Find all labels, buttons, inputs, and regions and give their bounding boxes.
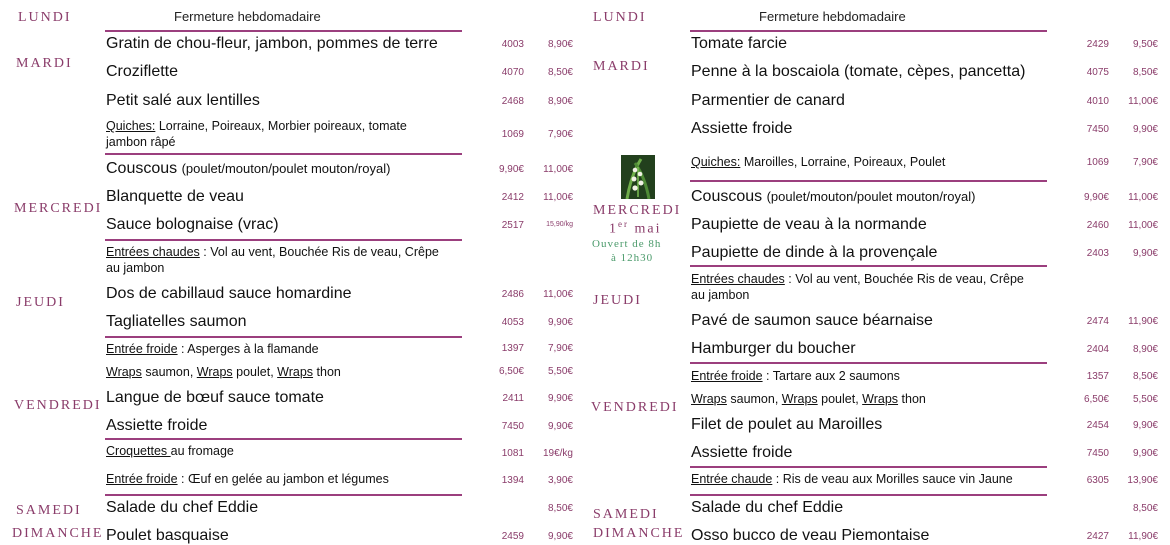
wraps-flavor: poulet, bbox=[232, 365, 278, 379]
holiday-date-month: mai bbox=[629, 221, 662, 237]
dish-price: 11,90€ bbox=[1128, 316, 1158, 327]
product-code: 7450 bbox=[501, 421, 524, 432]
dish-name: Blanquette de veau bbox=[106, 188, 244, 205]
product-price-small: 9,90€ bbox=[1083, 192, 1109, 203]
product-code: 2427 bbox=[1086, 531, 1109, 542]
dish-detail: Maroilles, Lorraine, Poireaux, Poulet bbox=[740, 155, 946, 169]
dish-price: 9,90€ bbox=[547, 317, 573, 328]
dish-price: 8,50€ bbox=[1132, 67, 1158, 78]
product-code: 2404 bbox=[1086, 344, 1109, 355]
dish-category-label: Entrées chaudes bbox=[691, 272, 785, 286]
product-code: 7450 bbox=[1086, 124, 1109, 135]
product-code: 2412 bbox=[501, 192, 524, 203]
product-code: 2468 bbox=[501, 96, 524, 107]
dish-detail: : Vol au vent, Bouchée Ris de veau, Crêpe au jambon bbox=[106, 245, 439, 275]
dish-name bbox=[691, 391, 926, 407]
dish-name: Tomate farcie bbox=[691, 35, 788, 52]
menu-column-right bbox=[585, 0, 1170, 544]
dish-name bbox=[106, 341, 319, 357]
wraps-flavor: thon bbox=[313, 365, 341, 379]
day-label-wednesday: MERCREDI bbox=[14, 201, 103, 216]
dish-price: 11,00€ bbox=[1128, 192, 1158, 203]
product-code: 2429 bbox=[1086, 39, 1109, 50]
dish-name: Assiette froide bbox=[691, 120, 793, 137]
dish-name bbox=[691, 271, 1041, 303]
wraps-flavor: saumon, bbox=[726, 392, 782, 406]
divider bbox=[690, 466, 1047, 468]
weekly-closure-note: Fermeture hebdomadaire bbox=[759, 9, 906, 24]
dish-name: Salade du chef Eddie bbox=[691, 499, 844, 516]
divider bbox=[105, 30, 462, 32]
dish-price: 8,50€ bbox=[1132, 371, 1158, 382]
dish-price: 11,00€ bbox=[543, 164, 573, 175]
dish-price: 13,90€ bbox=[1127, 475, 1158, 486]
wraps-flavor: saumon, bbox=[141, 365, 197, 379]
dish-price: 8,50€ bbox=[1132, 503, 1158, 514]
dish-main: Couscous bbox=[691, 188, 767, 205]
day-label-tuesday: MARDI bbox=[593, 59, 650, 74]
divider bbox=[690, 494, 1047, 496]
day-label-friday: VENDREDI bbox=[591, 400, 679, 415]
day-label-monday: LUNDI bbox=[18, 10, 72, 25]
dish-name: Salade du chef Eddie bbox=[106, 499, 259, 516]
dish-name: Dos de cabillaud sauce homardine bbox=[106, 285, 352, 302]
day-label-saturday: SAMEDI bbox=[593, 507, 659, 522]
wraps-label: Wraps bbox=[277, 365, 314, 379]
dish-price: 11,00€ bbox=[543, 192, 573, 203]
wraps-label: Wraps bbox=[106, 365, 142, 379]
dish-price: 5,50€ bbox=[547, 366, 573, 377]
dish-detail: : Œuf en gelée au jambon et légumes bbox=[177, 472, 389, 486]
dish-price: 9,90€ bbox=[547, 531, 573, 542]
day-label-friday: VENDREDI bbox=[14, 398, 102, 413]
dish-price: 11,00€ bbox=[1128, 96, 1158, 107]
dish-name bbox=[691, 368, 900, 384]
product-price-small: 6,50€ bbox=[498, 366, 524, 377]
dish-price: 7,90€ bbox=[547, 129, 573, 140]
dish-price: 8,90€ bbox=[547, 39, 573, 50]
product-code: 4075 bbox=[1086, 67, 1109, 78]
holiday-hours-line2: à 12h30 bbox=[611, 252, 654, 264]
day-label-sunday: DIMANCHE bbox=[593, 526, 685, 541]
dish-name: Osso bucco de veau Piemontaise bbox=[691, 527, 930, 544]
dish-price: 3,90€ bbox=[547, 475, 573, 486]
wraps-label: Wraps bbox=[691, 392, 727, 406]
dish-detail: : Asperges à la flamande bbox=[177, 342, 319, 356]
dish-name bbox=[106, 364, 341, 380]
product-code: 1357 bbox=[1086, 371, 1109, 382]
dish-price: 11,00€ bbox=[543, 289, 573, 300]
product-code: 1397 bbox=[501, 343, 524, 354]
dish-category-label: Quiches: bbox=[691, 155, 741, 169]
dish-name bbox=[106, 118, 436, 150]
product-code: 4053 bbox=[501, 317, 524, 328]
dish-name: Filet de poulet au Maroilles bbox=[691, 416, 883, 433]
dish-category-label: Entrée chaude bbox=[691, 472, 773, 486]
wraps-label: Wraps bbox=[781, 392, 818, 406]
day-label-thursday: JEUDI bbox=[593, 293, 642, 308]
product-code: 1394 bbox=[501, 475, 524, 486]
product-code: 2459 bbox=[501, 531, 524, 542]
dish-price: 7,90€ bbox=[1132, 157, 1158, 168]
product-code: 2454 bbox=[1086, 420, 1109, 431]
dish-category-label: Quiches: bbox=[106, 119, 156, 133]
dish-name: Penne à la boscaiola (tomate, cèpes, pancetta) bbox=[691, 63, 1026, 80]
holiday-date-suffix: er bbox=[618, 219, 629, 229]
dish-name: Assiette froide bbox=[691, 444, 793, 461]
day-label-monday: LUNDI bbox=[593, 10, 647, 25]
product-code: 1081 bbox=[501, 448, 524, 459]
dish-name: Paupiette de dinde à la provençale bbox=[691, 244, 938, 261]
dish-name: Gratin de chou-fleur, jambon, pommes de terre bbox=[106, 35, 438, 52]
dish-name: Tagliatelles saumon bbox=[106, 313, 247, 330]
dish-name: Assiette froide bbox=[106, 417, 208, 434]
day-label-tuesday: MARDI bbox=[16, 56, 73, 71]
divider bbox=[105, 153, 462, 155]
dish-price: 9,90€ bbox=[547, 393, 573, 404]
dish-name bbox=[106, 471, 389, 487]
dish-price: 9,50€ bbox=[1132, 39, 1158, 50]
dish-price: 8,90€ bbox=[547, 96, 573, 107]
weekly-closure-note: Fermeture hebdomadaire bbox=[174, 9, 321, 24]
product-code: 4010 bbox=[1086, 96, 1109, 107]
dish-category-label: Croquettes bbox=[106, 444, 171, 458]
menu-column-left bbox=[0, 0, 585, 544]
wraps-flavor: poulet, bbox=[817, 392, 863, 406]
dish-category-label: Entrée froide bbox=[106, 342, 178, 356]
dish-name: Parmentier de canard bbox=[691, 92, 845, 109]
divider bbox=[105, 438, 462, 440]
dish-detail: Lorraine, Poireaux, Morbier poireaux, tomate jambon râpé bbox=[106, 119, 407, 149]
dish-name bbox=[106, 443, 234, 459]
divider bbox=[690, 265, 1047, 267]
dish-name bbox=[691, 154, 945, 170]
dish-name bbox=[691, 188, 975, 206]
product-price-small: 9,90€ bbox=[498, 164, 524, 175]
dish-price: 9,90€ bbox=[547, 421, 573, 432]
dish-price: 19€/kg bbox=[542, 448, 573, 459]
product-code: 2517 bbox=[501, 220, 524, 231]
wraps-flavor: thon bbox=[898, 392, 926, 406]
dish-name: Croziflette bbox=[106, 63, 179, 80]
dish-detail: (poulet/mouton/poulet mouton/royal) bbox=[766, 189, 976, 204]
product-code: 2460 bbox=[1086, 220, 1109, 231]
dish-price: 11,00€ bbox=[1128, 220, 1158, 231]
dish-name: Sauce bolognaise (vrac) bbox=[106, 216, 279, 233]
holiday-date bbox=[609, 219, 662, 238]
dish-category-label: Entrée froide bbox=[691, 369, 763, 383]
divider bbox=[105, 239, 462, 241]
dish-main: Couscous bbox=[106, 160, 182, 177]
divider bbox=[105, 336, 462, 338]
product-code: 6305 bbox=[1086, 475, 1109, 486]
holiday-hours-line1: Ouvert de 8h bbox=[592, 238, 662, 250]
dish-detail: : Vol au vent, Bouchée Ris de veau, Crêpe au jambon bbox=[691, 272, 1024, 302]
dish-price: 5,50€ bbox=[1132, 394, 1158, 405]
dish-price: 9,90€ bbox=[1132, 124, 1158, 135]
day-label-thursday: JEUDI bbox=[16, 295, 65, 310]
dish-name bbox=[106, 160, 390, 178]
wraps-label: Wraps bbox=[862, 392, 899, 406]
dish-category-label: Entrée froide bbox=[106, 472, 178, 486]
product-code: 7450 bbox=[1086, 448, 1109, 459]
dish-price: 9,90€ bbox=[1132, 420, 1158, 431]
dish-detail: au fromage bbox=[170, 444, 234, 458]
dish-price: 7,90€ bbox=[547, 343, 573, 354]
dish-name: Paupiette de veau à la normande bbox=[691, 216, 927, 233]
day-label-wednesday: MERCREDI bbox=[593, 203, 682, 218]
day-label-sunday: DIMANCHE bbox=[12, 526, 104, 541]
product-code: 2486 bbox=[501, 289, 524, 300]
divider bbox=[690, 362, 1047, 364]
dish-price: 8,50€ bbox=[547, 67, 573, 78]
dish-name bbox=[691, 471, 1013, 487]
divider bbox=[690, 180, 1047, 182]
lily-of-the-valley-icon bbox=[621, 155, 655, 199]
product-code: 1069 bbox=[1086, 157, 1109, 168]
dish-price: 9,90€ bbox=[1132, 248, 1158, 259]
dish-detail: : Ris de veau aux Morilles sauce vin Jaune bbox=[772, 472, 1013, 486]
divider bbox=[105, 494, 462, 496]
product-code: 1069 bbox=[501, 129, 524, 140]
dish-price: 15,90/kg bbox=[546, 221, 573, 228]
product-price-small: 6,50€ bbox=[1083, 394, 1109, 405]
holiday-date-day: 1 bbox=[609, 221, 618, 237]
dish-price: 11,90€ bbox=[1128, 531, 1158, 542]
dish-price: 8,90€ bbox=[1132, 344, 1158, 355]
dish-price: 8,50€ bbox=[547, 503, 573, 514]
dish-name: Petit salé aux lentilles bbox=[106, 92, 260, 109]
dish-name: Langue de bœuf sauce tomate bbox=[106, 389, 324, 406]
product-code: 2411 bbox=[502, 393, 524, 404]
product-code: 4070 bbox=[501, 67, 524, 78]
dish-name: Poulet basquaise bbox=[106, 527, 229, 544]
divider bbox=[690, 30, 1047, 32]
dish-category-label: Entrées chaudes bbox=[106, 245, 200, 259]
dish-price: 9,90€ bbox=[1132, 448, 1158, 459]
dish-detail: (poulet/mouton/poulet mouton/royal) bbox=[181, 161, 391, 176]
product-code: 2403 bbox=[1086, 248, 1109, 259]
lily-of-the-valley-image bbox=[621, 155, 655, 199]
day-label-saturday: SAMEDI bbox=[16, 503, 82, 518]
dish-name: Hamburger du boucher bbox=[691, 340, 856, 357]
product-code: 2474 bbox=[1086, 316, 1109, 327]
dish-detail: : Tartare aux 2 saumons bbox=[762, 369, 900, 383]
dish-name bbox=[106, 244, 456, 276]
dish-name: Pavé de saumon sauce béarnaise bbox=[691, 312, 933, 329]
product-code: 4003 bbox=[501, 39, 524, 50]
wraps-label: Wraps bbox=[196, 365, 233, 379]
